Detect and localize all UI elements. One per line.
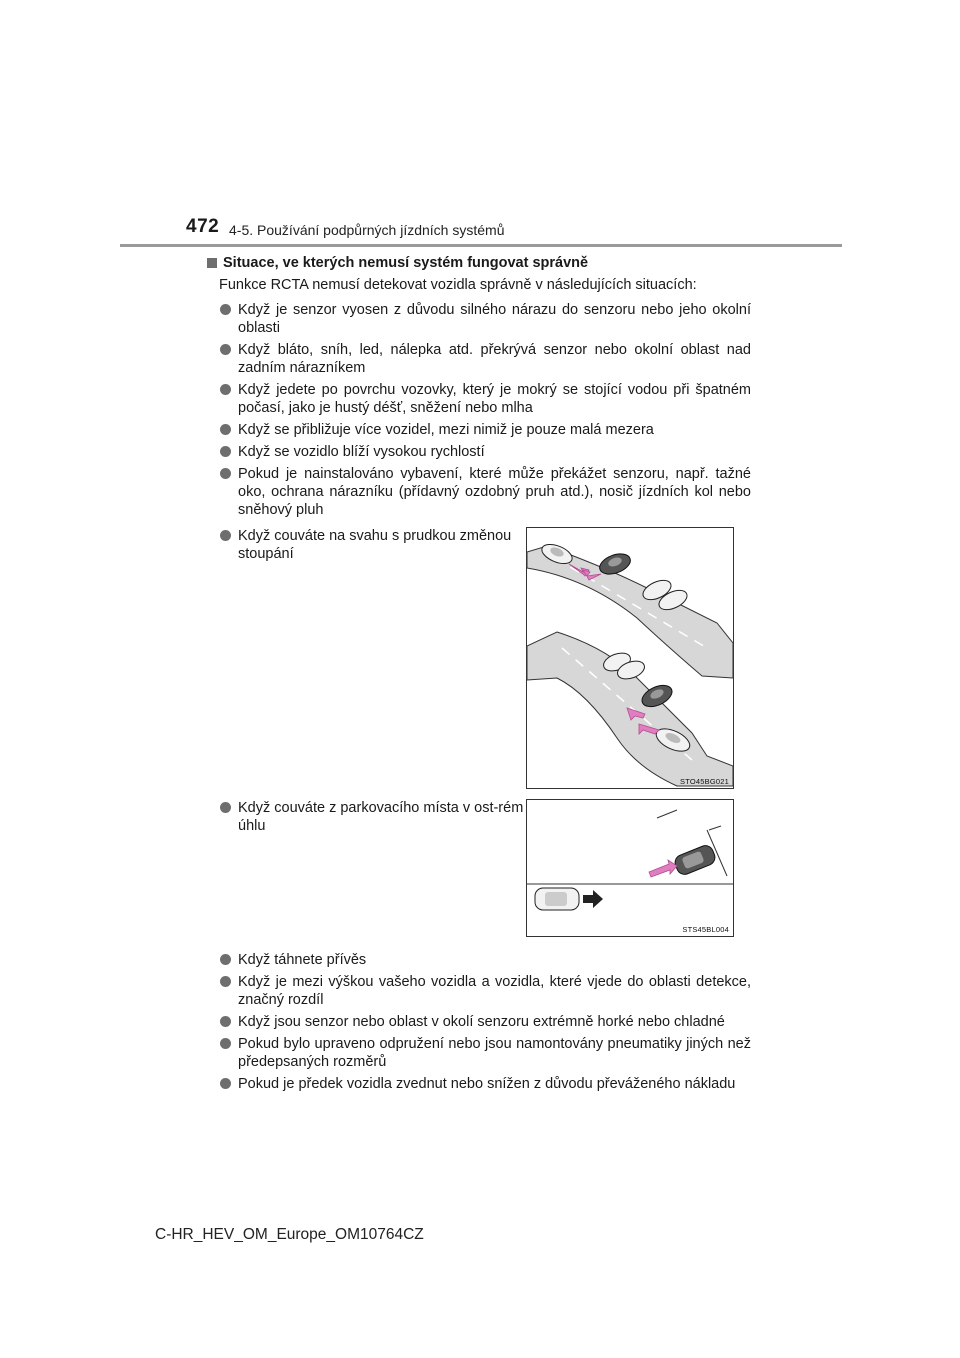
content [207,253,751,1097]
bullet-dot-icon [220,1016,231,1027]
list-item-text: Když táhnete přívěs [238,952,367,968]
bullet-dot-icon [220,446,231,457]
list-item-text: Když jedete po povrchu vozovky, který je mokrý se stojící vodou při špatném počasí, jako je hustý déšť, sněžení nebo mlha [238,382,751,416]
list-item [219,465,751,519]
intro-text: Funkce RCTA nemusí detekovat vozidla správně v následujících situacích: [219,277,697,293]
square-bullet-icon [207,258,217,268]
list-item [219,443,751,461]
figure-label: STO45BG021 [680,777,729,786]
bullet-dot-icon [220,1078,231,1089]
chapter-title: 4-5. Používání podpůrných jízdních systémů [229,222,505,238]
figure-slope-illustration [526,527,734,789]
car-icon [535,888,579,910]
bullet-dot-icon [220,802,231,813]
bullet-dot-icon [220,344,231,355]
bullet-dot-icon [220,468,231,479]
figure-parking-illustration [526,799,734,937]
bullet-dot-icon [220,1038,231,1049]
list-item-text: Když je mezi výškou vašeho vozidla a vozidla, které vjede do oblasti detekce, značný rozdíl [238,974,751,1008]
page-number: 472 [186,216,220,237]
section-heading-text: Situace, ve kterých nemusí systém fungovat správně [223,255,589,271]
list-item-text: Když se vozidlo blíží vysokou rychlostí [238,444,485,460]
figure-row-slope [207,527,751,795]
slope-illustration [527,528,733,788]
list-item [219,341,751,377]
bullet-dot-icon [220,954,231,965]
list-item-text: Pokud je předek vozidla zvednut nebo snížen z důvodu převáženého nákladu [238,1076,736,1092]
list-item-text: Pokud je nainstalováno vybavení, které může překážet senzoru, např. tažné oko, ochrana nárazníku (přídavný ozdobný pruh atd.), nosič jízdních kol nebo sněhový pluh [238,466,751,518]
list-item [219,951,751,969]
bullet-list-bottom [219,951,751,1093]
bullet-dot-icon [220,424,231,435]
list-item [219,421,751,439]
list-item-text: Když bláto, sníh, led, nálepka atd. překrývá senzor nebo okolní oblast nad zadním nárazníkem [238,342,751,376]
list-item [219,799,528,835]
header-rule [120,244,842,247]
list-item [219,301,751,337]
list-item-text: Když couváte z parkovacího místa v ost-rém úhlu [238,800,524,834]
list-item-text: Když je senzor vyosen z důvodu silného nárazu do senzoru nebo jeho okolní oblasti [238,302,751,336]
bullet-dot-icon [220,530,231,541]
bullet-dot-icon [220,976,231,987]
bullet-list-top [219,301,751,519]
arrow-icon [649,860,677,877]
parking-line [657,810,677,818]
parking-line [709,826,721,830]
list-item-text: Když jsou senzor nebo oblast v okolí senzoru extrémně horké nebo chladné [238,1014,725,1030]
list-item [219,1013,751,1031]
section-heading [207,253,751,273]
parking-illustration [527,800,733,936]
bullet-dot-icon [220,304,231,315]
car-icon [673,843,718,877]
list-item [219,1035,751,1071]
list-item-text: Pokud bylo upraveno odpružení nebo jsou namontovány pneumatiky jiných než předepsaných rozměrů [238,1036,751,1070]
list-item [219,1075,751,1093]
list-item [219,527,528,563]
bullet-dot-icon [220,384,231,395]
list-item [219,973,751,1009]
arrow-right-icon [583,890,603,908]
list-item-text: Když se přibližuje více vozidel, mezi nimiž je pouze malá mezera [238,422,654,438]
figure-row-parking [207,799,751,945]
list-item [219,381,751,417]
figure-label: STS45BL004 [682,925,729,934]
list-item-text: Když couváte na svahu s prudkou změnou stoupání [238,528,512,562]
footer-code: C-HR_HEV_OM_Europe_OM10764CZ [155,1226,424,1243]
